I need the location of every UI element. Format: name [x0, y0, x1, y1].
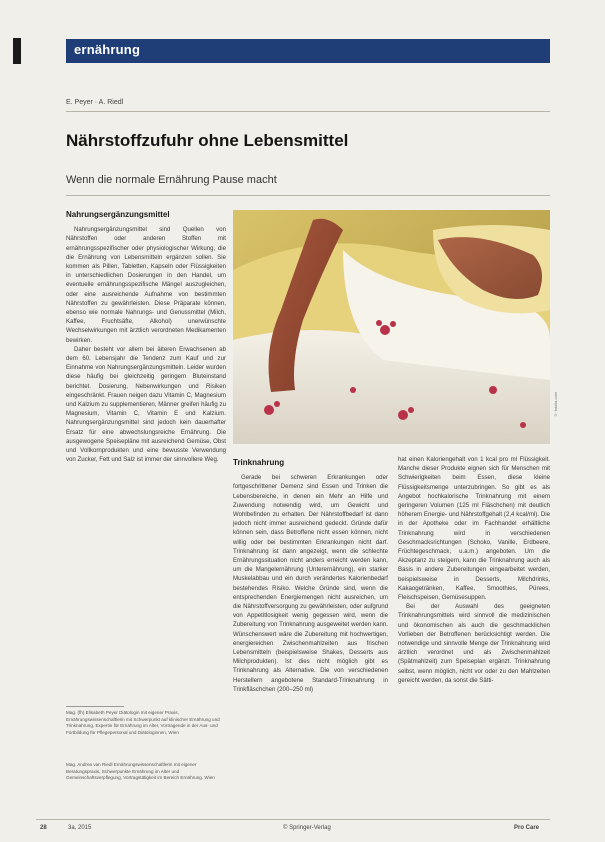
paragraph: Daher besteht vor allem bei älteren Erwachsenen ab dem 60. Lebensjahr die Tendenz zum Kauf und zur Einnahme von Nahrungsergänzungsmitteln. Leider wurden diese häufig bei gleichzeitig geringem Bluteinstand berichtet. Dosierung, Nebenwirkungen und Risiken eingeschränkt. Frauen neigen dazu Vitamin C, Magnesium und Kalzium zu supplementieren, Männer greifen häufig zu Magnesium, Vitamin C, Vitamin E und Kalzium. Nahrungsergänzungsmittel sind jedoch kein dauerhafter Ersatz für eine abwechslungsreiche Ernährung. Die ausgewogene Speisepläne mit ausreichend Gemüse, Obst und Vollkornprodukten und eine bewusste Verwendung von Zucker, Fett und Salz ist immer der sinnvollere Weg.	[66, 345, 226, 464]
photo-credit: © fotolia.com	[553, 392, 558, 418]
journal-name: Pro Care	[514, 825, 540, 831]
paragraph: Nahrungsergänzungsmittel sind Quellen von Nährstoffen oder anderen Stoffen mit ernährungsspezifischer oder physiologischer Wirkung, die die Ernährung von Lebensmitteln ergänzen sollen. Sie kommen als Pillen, Tabletten, Kapseln oder Flüssigkeiten in unterschiedlichen Dosierungen in den Handel, um eventuelle ernährungsspezifische Mängel auszugleichen, oder eine ausreichende Aufnahme von bestimmten Nährstoffen zu gewährleisten. Diese Präparate können, ebenso wie normale Nahrungs- und Genussmittel (Milch, Kaffee, Fruchtsäfte, Alkohol) unerwünschte Wechselwirkungen mit ärztlich verordneten Medikamenten bewirken.	[66, 226, 226, 344]
photo-illustration	[233, 210, 550, 444]
section-bar	[66, 39, 550, 63]
article-subtitle: Wenn die normale Ernährung Pause macht	[66, 174, 277, 186]
footnote-divider	[66, 706, 124, 707]
article-title: Nährstoffzufuhr ohne Lebensmittel	[66, 131, 349, 150]
paragraph: Gerade bei schweren Erkrankungen oder fortgeschrittener Demenz sind Essen und Trinken die Lebensbereiche, in denen ein Mehr an Hilfe und Zuwendung notwendig wird, um Gewicht und Wohlbefinden zu erhalten. Der Nährstoffbedarf ist dann jedoch nicht immer ausreichend gedeckt. Gründe dafür können sein, dass Betroffene nicht essen können, nicht willig oder bei bestimmten Erkrankungen nicht darf. Trinknahrung ist dann angezeigt, wenn die schlechte Ernährungssituation nicht anders erreicht werden kann, um die Mangelernährung (Unterernährung), ein starker Muskelabbau und ein durch verändertes Kalorienbedarf bestehendes Risiko. Welche Gründe sind, wenn die entsprechenden Energiemengen nicht ausreichen, um die Nährstoffversorgung zu gewährleisten, oder aufgrund von Appetitlosigkeit wenig gegessen wird, wenn die Zubereitung von Trinknahrung ausgeweitet werden kann. Wünschenswert wäre die Zubereitung mit hochwertigen, energiereichen Zwischenmahlzeiten aus frischen Lebensmitteln (beispielsweise Shakes, Desserts aus Milchprodukten). Ist dies nicht möglich gibt es Trinknahrung als Alternative. Die von verschiedenen Herstellern angebotene Standard-Trinknahrung in Trinkfläschchen (200–250 ml)	[233, 474, 388, 693]
section-heading: Nahrungsergänzungsmittel	[66, 210, 170, 219]
article-photo	[233, 210, 550, 444]
column-right	[398, 455, 550, 685]
paragraph: Bei der Auswahl des geeigneten Trinknahrungsmittels wird sinnvoll die medizinischen und ökonomischen als auch die geschmacklichen Vorlieben der Betroffenen berücksichtigt werden. Die notwendige und sinnvolle Menge der Trinknahrung wird ärztlich verordnet und als Zwischenmahlzeit (Spätmahlzeit) zum Speiseplan ergänzt. Trinknahrung selbst, wenn möglich, nicht vor oder zu den Mahlzeiten gereicht werden, da sonst die Sätti-	[398, 603, 550, 684]
section-heading: Trinknahrung	[233, 458, 285, 467]
author-note: Mag. Andrea van Riedl Ernährungswissenschaftlerin mit eigener Beratungspraxis, Schwerpunkte Ernährung im Alter und Gemeinschaftsverpflegung, Vortragstätigkeit im Bereich Ernährung, Wien	[66, 762, 215, 780]
column-left	[66, 210, 226, 464]
publisher-label: © Springer-Verlag	[283, 825, 331, 831]
issue-label: 3a, 2015	[68, 825, 92, 831]
paragraph: hat einen Kaloriengehalt von 1 kcal pro ml Flüssigkeit. Manche dieser Produkte eignen sich für Menschen mit Schwierigkeiten beim Essen, diese kleine Flüssigkeitsmenge unterzubringen. So gibt es als Angebot hochkalorische Trinknahrung mit einem geringeren Volumen (125 ml Fläschchen) mit deutlich höherem Energie- und Nährstoffgehalt (2,4 kcal/ml). Die in der Apotheke oder im Fachhandel erhältliche Trinknahrung wird in verschiedenen Geschmacksrichtungen (Schoko, Vanille, Erdbeere, Früchtegeschmack, u.a.m.) angeboten. Um die Akzeptanz zu steigern, kann die Trinknahrung auch als Basis in andere Zubereitungen eingearbeitet werden, beispielsweise in Desserts, Milchdrinks, Kakaogetränken, Kaffee, Smoothies, Pürees, Fleischspeisen, Gemüsesuppen.	[398, 456, 550, 602]
divider	[66, 195, 550, 196]
section-label: ernährung	[74, 42, 141, 57]
author-note: Mag. (fh) Elisabeth Peyer Diätologin mit eigener Praxis, Ernährungswissenschaftlerin mit Schwerpunkt auf klinischer Ernährung und Trinknahrung, Expertin für Ernährung im Alter, Vortragende in der Aus- und Fortbildung für Pflegepersonal und Diätologinnen, Wien	[66, 710, 220, 735]
column-middle	[233, 458, 388, 694]
page-number: 28	[40, 825, 47, 831]
edge-mark	[13, 38, 21, 64]
divider	[66, 111, 550, 112]
footer-divider	[36, 819, 550, 820]
authors: E. Peyer · A. Riedl	[66, 99, 124, 106]
